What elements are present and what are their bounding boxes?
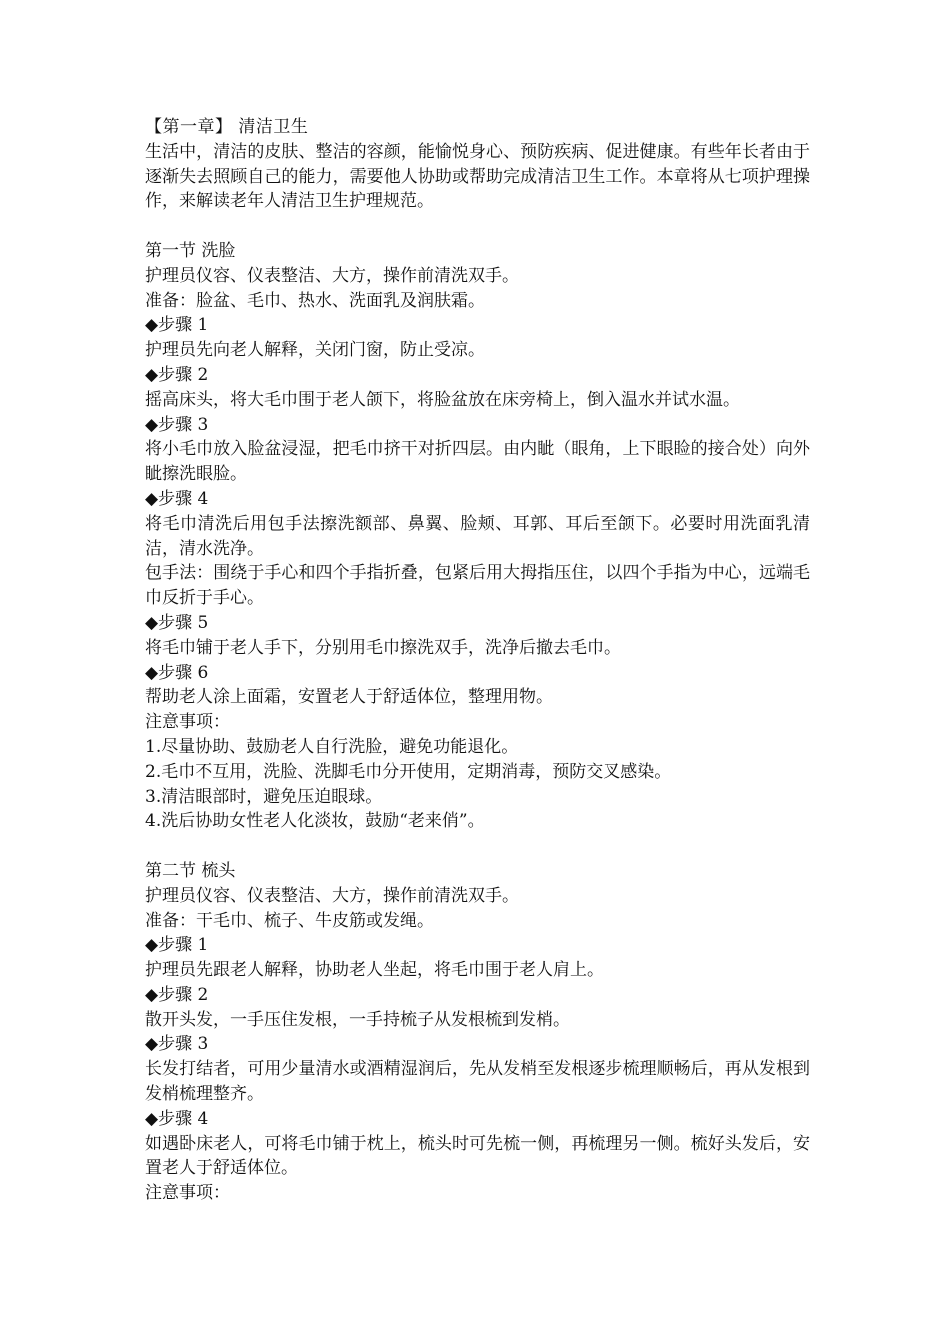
section1-step-label: ◆步骤 4 (145, 488, 209, 509)
section1-note-item: 2.毛巾不互用，洗脸、洗脚毛巾分开使用，定期消毒，预防交叉感染。 (145, 761, 672, 782)
section1-prep-2: 准备：脸盆、毛巾、热水、洗面乳及润肤霜。 (145, 290, 485, 311)
section1-step-text: 摇高床头，将大毛巾围于老人颌下，将脸盆放在床旁椅上，倒入温水并试水温。 (145, 389, 740, 410)
section1-note-item: 3.清洁眼部时，避免压迫眼球。 (145, 786, 383, 807)
section1-step-label: ◆步骤 2 (145, 364, 209, 385)
section1-step-label: ◆步骤 1 (145, 315, 209, 336)
spacer (145, 214, 810, 239)
section2-step-label: ◆步骤 1 (145, 935, 209, 956)
section2-step-text: 长发打结者，可用少量清水或酒精湿润后，先从发梢至发根逐步梳理顺畅后，再从发根到发梢梳理整齐。 (145, 1059, 810, 1105)
chapter-title: 【第一章】 清洁卫生 (145, 117, 309, 137)
section2-notes-title: 注意事项： (145, 1183, 230, 1204)
document-page (145, 115, 810, 1206)
section1-step-text: 将毛巾铺于老人手下，分别用毛巾擦洗双手，洗净后撤去毛巾。 (145, 637, 621, 658)
section1-step-text: 将毛巾清洗后用包手法擦洗额部、鼻翼、脸颊、耳郭、耳后至颌下。必要时用洗面乳清洁，清水洗净。 (145, 513, 810, 559)
section1-step-text: 帮助老人涂上面霜，安置老人于舒适体位，整理用物。 (145, 687, 553, 708)
section1-step-note: 包手法：围绕于手心和四个手指折叠，包紧后用大拇指压住，以四个手指为中心，远端毛巾反折于手心。 (145, 563, 810, 609)
section2-step-label: ◆步骤 4 (145, 1108, 209, 1129)
section1-step-text: 将小毛巾放入脸盆浸湿，把毛巾挤干对折四层。由内眦（眼角，上下眼睑的接合处）向外眦擦洗眼脸。 (145, 439, 810, 485)
section1-notes-title: 注意事项： (145, 712, 230, 733)
section1-title: 第一节 洗脸 (145, 240, 236, 261)
section2-step-label: ◆步骤 3 (145, 1034, 209, 1055)
section1-step-text: 护理员先向老人解释，关闭门窗，防止受凉。 (145, 340, 485, 361)
chapter-intro: 生活中，清洁的皮肤、整洁的容颜，能愉悦身心、预防疾病、促进健康。有些年长者由于逐渐失去照顾自己的能力，需要他人协助或帮助完成清洁卫生工作。本章将从七项护理操作，来解读老年人清洁卫生护理规范。 (145, 141, 810, 212)
section2-step-text: 如遇卧床老人，可将毛巾铺于枕上，梳头时可先梳一侧，再梳理另一侧。梳好头发后，安置老人于舒适体位。 (145, 1133, 810, 1179)
section2-prep-2: 准备：干毛巾、梳子、牛皮筋或发绳。 (145, 910, 434, 931)
section2-title: 第二节 梳头 (145, 860, 236, 881)
section1-note-item: 4.洗后协助女性老人化淡妆，鼓励“老来俏”。 (145, 811, 485, 832)
section1-prep-1: 护理员仪容、仪表整洁、大方，操作前清洗双手。 (145, 265, 519, 286)
spacer (145, 834, 810, 859)
section2-step-text: 散开头发，一手压住发根，一手持梳子从发根梳到发梢。 (145, 1009, 570, 1030)
section1-step-label: ◆步骤 3 (145, 414, 209, 435)
section1-step-label: ◆步骤 6 (145, 662, 209, 683)
section2-step-text: 护理员先跟老人解释，协助老人坐起，将毛巾围于老人肩上。 (145, 960, 604, 981)
section1-step-label: ◆步骤 5 (145, 612, 209, 633)
section1-note-item: 1.尽量协助、鼓励老人自行洗脸，避免功能退化。 (145, 736, 519, 757)
section2-step-label: ◆步骤 2 (145, 984, 209, 1005)
section2-prep-1: 护理员仪容、仪表整洁、大方，操作前清洗双手。 (145, 885, 519, 906)
